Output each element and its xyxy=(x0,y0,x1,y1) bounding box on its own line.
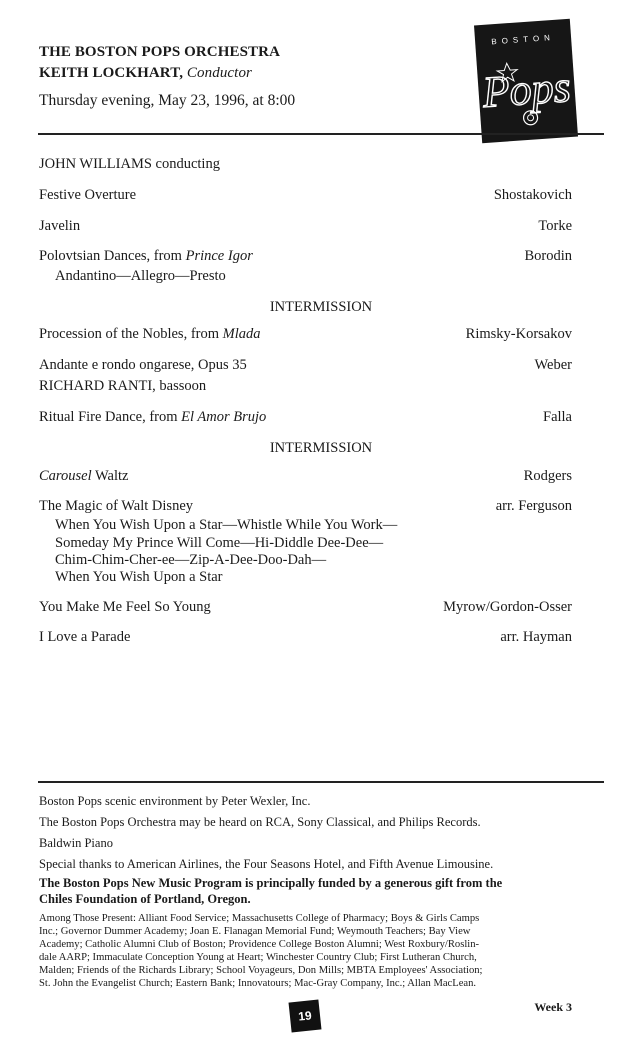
soloist: RICHARD RANTI, bassoon xyxy=(39,378,207,394)
conductor-role: Conductor xyxy=(186,65,252,81)
piano-credit: Baldwin Piano xyxy=(39,836,113,850)
footer-rule xyxy=(38,781,604,783)
header-rule xyxy=(38,133,604,135)
program-item-title: I Love a Parade xyxy=(39,629,131,645)
boston-pops-logo xyxy=(474,19,578,143)
title-italic: El Amor Brujo xyxy=(181,409,267,425)
among-present-line: dale AARP; Immaculate Conception Young at Heart; Winchester Country Club; First Lutheran Church, xyxy=(39,952,477,963)
program-item-composer: Falla xyxy=(543,409,572,425)
funding-note: The Boston Pops New Music Program is principally funded by a generous gift from the xyxy=(39,876,503,890)
title-text: Polovtsian Dances, from xyxy=(39,248,186,264)
program-item-title: Festive Overture xyxy=(39,187,137,203)
conductor-name: KEITH LOCKHART, xyxy=(39,65,184,81)
orchestra-title: THE BOSTON POPS ORCHESTRA xyxy=(39,44,281,60)
title-text: Waltz xyxy=(91,468,129,484)
program-item-title: Javelin xyxy=(39,218,81,234)
week-label: Week 3 xyxy=(534,1000,572,1014)
medley-line: When You Wish Upon a Star—Whistle While You Work— xyxy=(55,517,398,533)
program-item-composer: Weber xyxy=(534,357,572,373)
among-present-line: Inc.; Governor Dummer Academy; Joan E. Flanagan Memorial Fund; Weymouth Teachers; Bay View xyxy=(39,926,471,937)
program-item-title xyxy=(39,248,253,265)
program-item-composer: Borodin xyxy=(524,248,572,264)
among-present-line: Malden; Friends of the Richards Library; School Voyageurs, Don Mills; MBTA Employees' Association; xyxy=(39,965,483,976)
program-item-title xyxy=(39,468,128,485)
program-item-title xyxy=(39,326,261,343)
funding-note-cont: Chiles Foundation of Portland, Oregon. xyxy=(39,892,251,906)
program-item-composer: Rodgers xyxy=(523,468,572,484)
title-text: Procession of the Nobles, from xyxy=(39,326,223,342)
program-item-title: The Magic of Walt Disney xyxy=(39,498,193,514)
among-present-line: St. John the Evangelist Church; Eastern Bank; Innovatours; Mac-Gray Company, Inc.; Allan MacLean. xyxy=(39,978,477,989)
program-item-composer: Torke xyxy=(538,218,572,234)
scenic-credit: Boston Pops scenic environment by Peter Wexler, Inc. xyxy=(39,794,311,808)
program-item-title: You Make Me Feel So Young xyxy=(39,599,211,615)
among-present-line: Academy; Catholic Alumni Club of Boston; Providence College Boston Alumni; West Roxbury/Roslin- xyxy=(39,939,480,950)
conductor-credit: JOHN WILLIAMS conducting xyxy=(39,156,220,172)
program-item-composer: arr. Hayman xyxy=(500,629,572,645)
logo-small-text: BOSTON xyxy=(491,32,556,47)
medley-line: When You Wish Upon a Star xyxy=(55,569,223,585)
program-item-composer: Myrow/Gordon-Osser xyxy=(443,599,572,615)
title-italic: Mlada xyxy=(222,326,261,342)
conductor-line xyxy=(39,65,252,82)
title-italic: Prince Igor xyxy=(185,248,253,264)
title-text: Ritual Fire Dance, from xyxy=(39,409,182,425)
program-item-title xyxy=(39,409,266,426)
page-number: 19 xyxy=(289,1000,322,1033)
program-item-composer: arr. Ferguson xyxy=(495,498,572,514)
movement-list: Andantino—Allegro—Presto xyxy=(55,268,226,284)
program-item-composer: Shostakovich xyxy=(493,187,572,203)
program-item-composer: Rimsky-Korsakov xyxy=(465,326,572,342)
medley-line: Chim-Chim-Cher-ee—Zip-A-Dee-Doo-Dah— xyxy=(55,552,327,568)
intermission-label: INTERMISSION xyxy=(269,440,373,456)
intermission-label: INTERMISSION xyxy=(269,299,373,315)
title-italic: Carousel xyxy=(39,468,92,484)
concert-date: Thursday evening, May 23, 1996, at 8:00 xyxy=(39,92,296,109)
recordings-note: The Boston Pops Orchestra may be heard on RCA, Sony Classical, and Philips Records. xyxy=(39,815,481,829)
thanks-note: Special thanks to American Airlines, the Four Seasons Hotel, and Fifth Avenue Limousine. xyxy=(39,857,494,871)
logo-main-text: Pops xyxy=(480,61,573,117)
medley-line: Someday My Prince Will Come—Hi-Diddle Dee-Dee— xyxy=(55,535,384,551)
program-item-title: Andante e rondo ongarese, Opus 35 xyxy=(39,357,247,373)
among-present-line: Among Those Present: Alliant Food Service; Massachusetts College of Pharmacy; Boys & Girls Camps xyxy=(39,913,480,924)
